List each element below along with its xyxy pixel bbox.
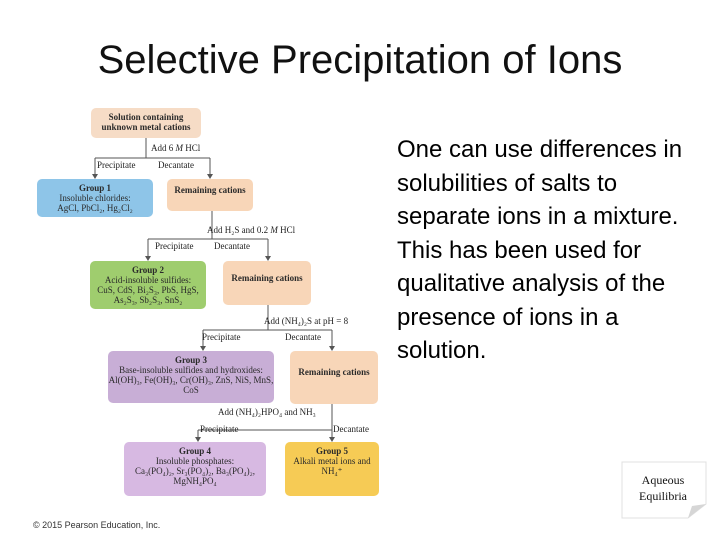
group5-desc: Alkali metal ions and NH₄⁺: [293, 456, 371, 476]
group2-ions: CuS, CdS, Bi₂S₃, PbS, HgS, As₂S₃, Sb₂S₃, SnS₂: [97, 285, 199, 305]
group1-box: [37, 179, 153, 217]
remaining-cations-box-2: [223, 261, 311, 305]
topic-label-text: Aqueous Equilibria: [639, 473, 687, 503]
group5-box: [285, 442, 379, 496]
slide-title: Selective Precipitation of Ions: [97, 38, 623, 82]
step1-decantate-label: Decantate: [158, 160, 194, 170]
step4-decantate-label: Decantate: [333, 424, 369, 434]
group4-name: Group 4: [178, 446, 212, 456]
remaining-cations-label-2: Remaining cations: [231, 273, 303, 283]
start-solution-label: Solution containing unknown metal cations: [101, 112, 191, 132]
group5-name: Group 5: [315, 446, 349, 456]
group2-desc: Acid-insoluble sulfides:: [104, 275, 192, 285]
step3-decantate-label: Decantate: [285, 332, 321, 342]
group2-name: Group 2: [131, 265, 165, 275]
step2-reagent: Add H₂S and 0.2 M HCl: [207, 225, 296, 235]
group2-box: [90, 261, 206, 309]
group4-box: [124, 442, 266, 496]
step1-reagent: Add 6 M HCl: [151, 143, 201, 153]
step1-precipitate-label: Precipitate: [97, 160, 136, 170]
remaining-cations-box-3: [290, 351, 378, 404]
remaining-cations-label-3: Remaining cations: [298, 367, 370, 377]
topic-label-badge: [620, 460, 712, 522]
step4-reagent: Add (NH₄)₂HPO₄ and NH₃: [218, 407, 316, 417]
group4-desc: Insoluble phosphates:: [155, 456, 235, 466]
group1-name: Group 1: [78, 183, 112, 193]
group1-desc: Insoluble chlorides:: [59, 193, 131, 203]
group4-ions: Ca₃(PO₄)₂, Sr₃(PO₄)₂, Ba₃(PO₄)₂, MgNH₄PO₄: [135, 466, 255, 486]
step3-precipitate-label: Precipitate: [202, 332, 241, 342]
group3-desc: Base-insoluble sulfides and hydroxides:: [119, 365, 263, 375]
group3-box: [108, 351, 274, 403]
group3-ions: Al(OH)₃, Fe(OH)₃, Cr(OH)₃, ZnS, NiS, MnS, CoS: [108, 375, 274, 395]
step2-decantate-label: Decantate: [214, 241, 250, 251]
step2-precipitate-label: Precipitate: [155, 241, 194, 251]
slide-body-text: One can use differences in solubilities of salts to separate ions in a mixture. This has been used for qualitative analysis of the presence of ions in a solution.: [397, 136, 683, 364]
remaining-cations-box-1: [167, 179, 253, 211]
step4-precipitate-label: Precipitate: [200, 424, 239, 434]
step3-reagent: Add (NH₄)₂S at pH = 8: [264, 316, 349, 326]
copyright-text: © 2015 Pearson Education, Inc.: [33, 520, 161, 530]
group3-name: Group 3: [174, 355, 208, 365]
remaining-cations-label-1: Remaining cations: [174, 185, 246, 195]
start-solution-box: [91, 108, 201, 138]
group1-ions: AgCl, PbCl₂, Hg₂Cl₂: [57, 203, 133, 213]
